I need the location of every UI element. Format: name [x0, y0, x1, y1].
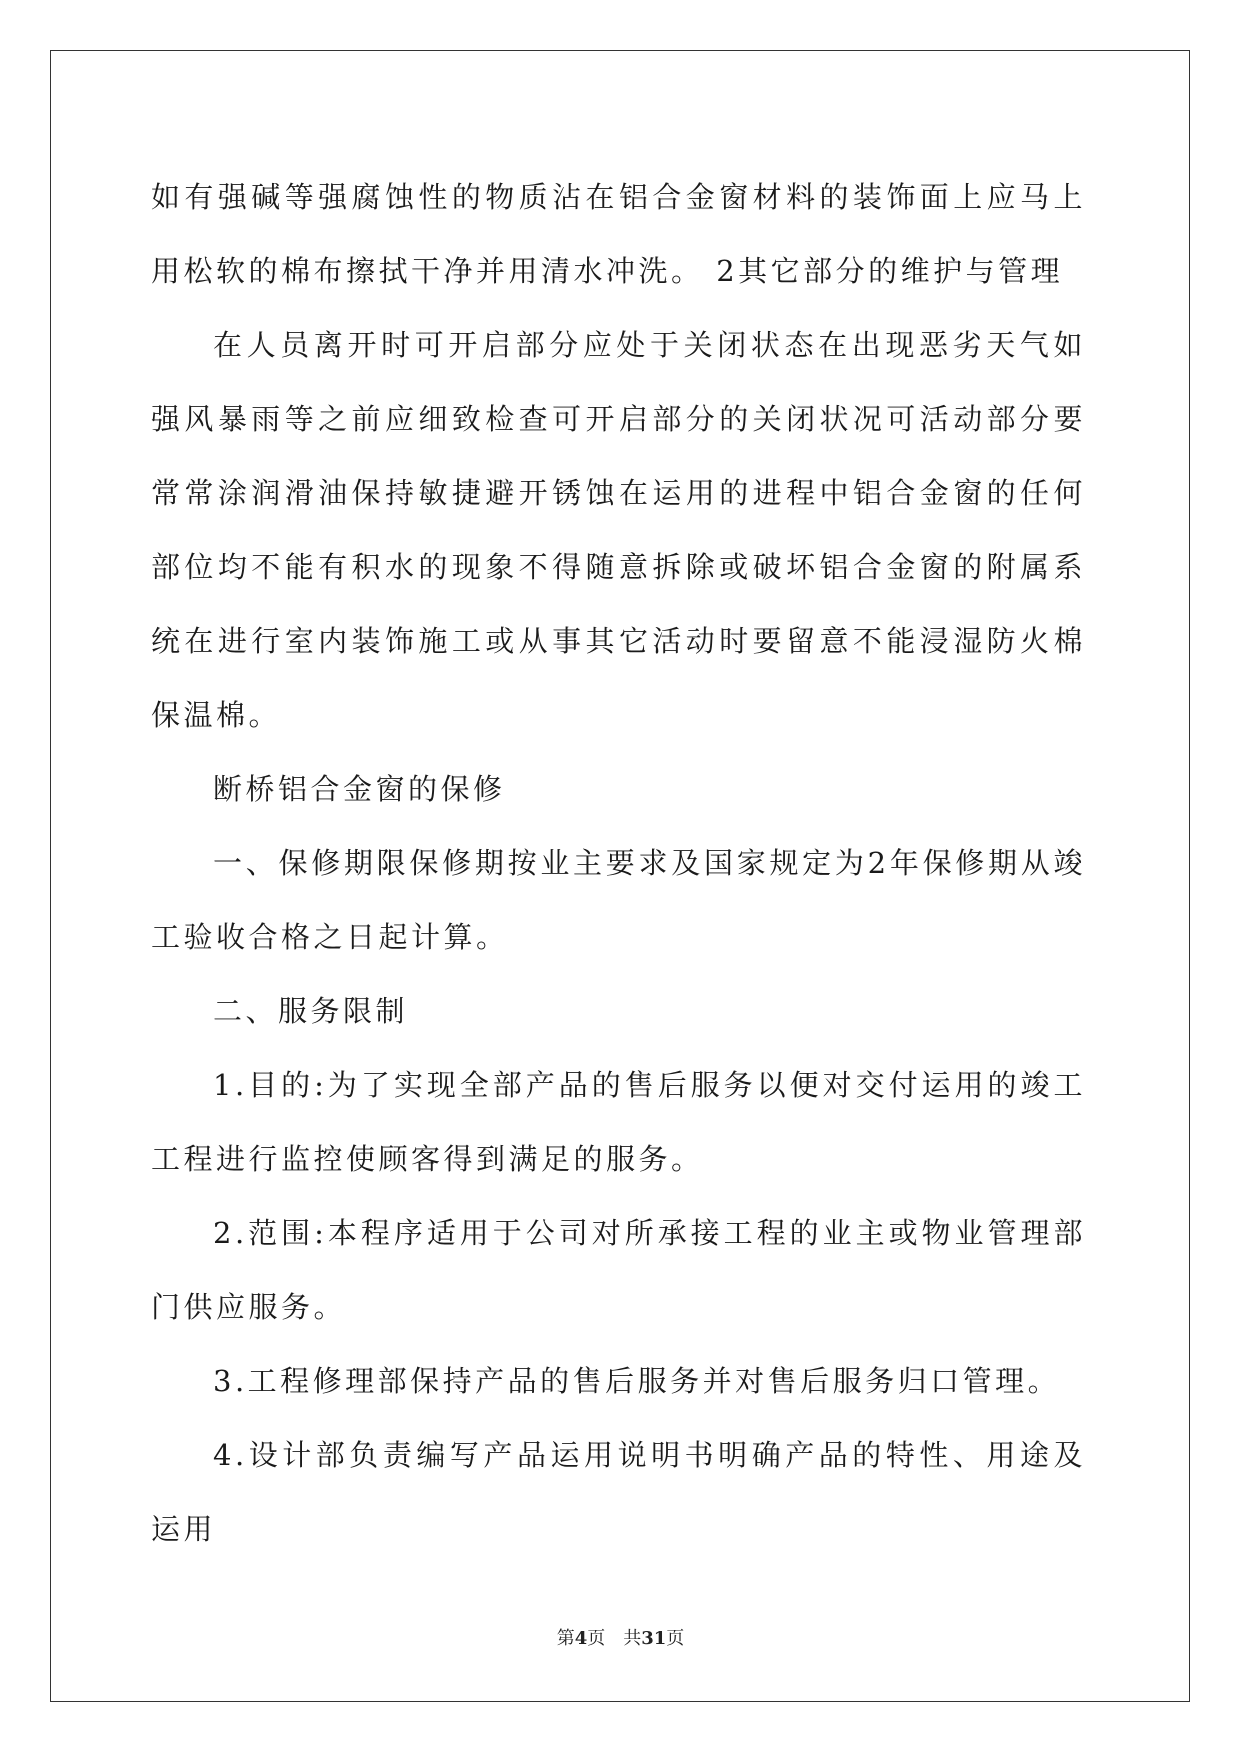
page-prefix: 第 — [556, 1628, 575, 1649]
total-pages-number: 31 — [641, 1628, 667, 1649]
paragraph-1: 如有强碱等强腐蚀性的物质沾在铝合金窗材料的装饰面上应马上用松软的棉布擦拭干净并用清水冲洗。 2其它部分的维护与管理 — [151, 180, 1086, 288]
list-item-repair-dept: 3.工程修理部保持产品的售后服务并对售后服务归口管理。 — [213, 1364, 1061, 1398]
paragraph-service-limits: 二、服务限制 — [213, 994, 409, 1028]
page-footer — [0, 1624, 1241, 1650]
section-heading-warranty: 断桥铝合金窗的保修 — [213, 772, 506, 806]
paragraph-2: 在人员离开时可开启部分应处于关闭状态在出现恶劣天气如强风暴雨等之前应细致检查可开启部分的关闭状况可活动部分要常常涂润滑油保持敏捷避开锈蚀在运用的进程中铝合金窗的任何部位均不能有积水的现象不得随意拆除或破坏铝合金窗的附属系统在进行室内装饰施工或从事其它活动时要留意不能浸湿防火棉保温棉。 — [151, 328, 1086, 732]
list-item-design-dept: 4.设计部负责编写产品运用说明书明确产品的特性、用途及运用 — [151, 1438, 1086, 1546]
list-item-scope: 2.范围:本程序适用于公司对所承接工程的业主或物业管理部门供应服务。 — [151, 1216, 1086, 1324]
paragraph-warranty-period: 一、保修期限保修期按业主要求及国家规定为2年保修期从竣工验收合格之日起计算。 — [151, 846, 1086, 954]
list-item-purpose: 1.目的:为了实现全部产品的售后服务以便对交付运用的竣工工程进行监控使顾客得到满足的服务。 — [151, 1068, 1086, 1176]
total-suffix: 页 — [666, 1628, 685, 1649]
current-page-number: 4 — [574, 1628, 588, 1649]
page-suffix: 页 — [587, 1628, 606, 1649]
total-prefix: 共 — [623, 1628, 642, 1649]
document-body — [151, 160, 1086, 1566]
